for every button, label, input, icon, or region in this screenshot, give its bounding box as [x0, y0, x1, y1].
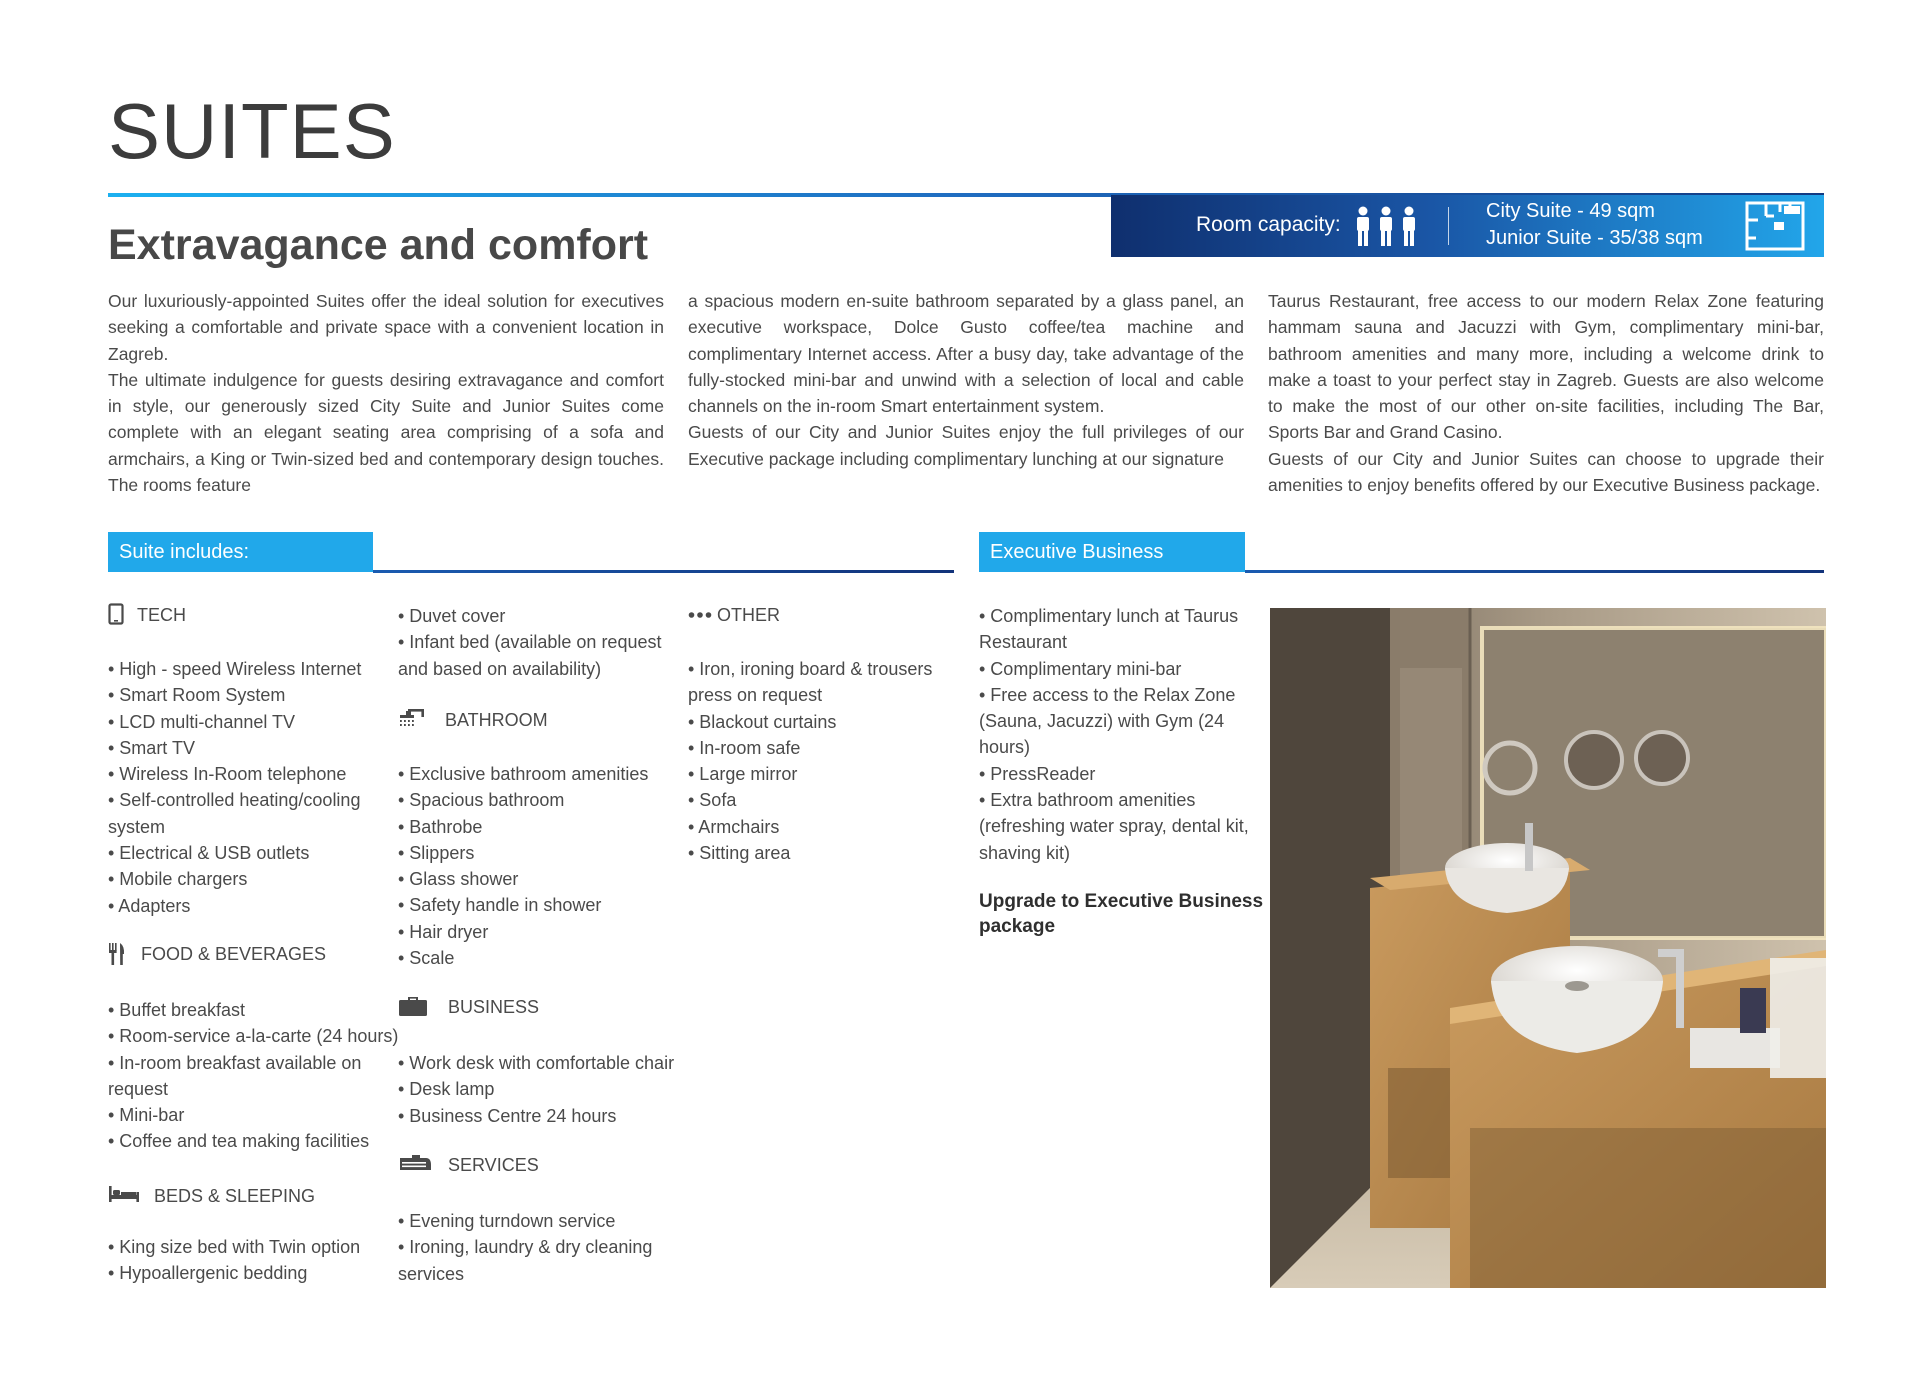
category-business: [398, 995, 658, 1021]
category-services: [398, 1153, 658, 1179]
list-item: request: [108, 1078, 169, 1099]
list-item: • Smart TV: [108, 737, 195, 758]
list-item: • PressReader: [979, 763, 1096, 784]
intro-paragraph: Guests of our City and Junior Suites enjoy the full privileges of our Executive package including complimentary lunching at our signature: [688, 422, 1244, 469]
upgrade-line: Upgrade to Executive Business: [979, 891, 1264, 912]
category-title: BATHROOM: [445, 710, 548, 730]
list-item: (Sauna, Jacuzzi) with Gym (24: [979, 711, 1225, 732]
shower-icon: [398, 708, 426, 728]
list-item: • Ironing, laundry & dry cleaning: [398, 1237, 653, 1258]
list-item: • Mini-bar: [108, 1105, 185, 1126]
intro-column-2: [688, 288, 1244, 472]
page-subtitle: Extravagance and comfort: [108, 221, 649, 269]
list-item: • Slippers: [398, 842, 475, 863]
bed-icon: [108, 1184, 140, 1204]
tablet-icon: [108, 603, 124, 625]
three-people-icon: [1353, 204, 1419, 248]
list-item: • Self-controlled heating/cooling: [108, 790, 361, 811]
list-item: • Business Centre 24 hours: [398, 1105, 617, 1126]
room-capacity-bar: [1111, 195, 1824, 257]
room-capacity-label: Room capacity:: [1196, 213, 1341, 236]
list-item: (refreshing water spray, dental kit,: [979, 816, 1249, 837]
category-title: BEDS & SLEEPING: [154, 1186, 316, 1206]
intro-column-3: [1268, 288, 1824, 498]
list-item: • Iron, ironing board & trousers: [688, 659, 933, 679]
floorplan-icon: [1744, 200, 1806, 252]
services-items: [398, 1208, 652, 1287]
list-item: • Desk lamp: [398, 1079, 495, 1100]
iron-icon: [398, 1153, 432, 1173]
list-item: • Scale: [398, 948, 455, 969]
list-item: • Glass shower: [398, 869, 519, 890]
list-item: • Coffee and tea making facilities: [108, 1131, 370, 1152]
business-items: [398, 1050, 674, 1129]
list-item: • Mobile chargers: [108, 869, 248, 890]
list-item: Restaurant: [979, 632, 1068, 653]
food-items: [108, 997, 398, 1155]
list-item: • Work desk with comfortable chair: [398, 1053, 675, 1073]
category-title: FOOD & BEVERAGES: [141, 944, 327, 964]
category-title: TECH: [137, 605, 186, 625]
executive-amenities-list: [979, 603, 1249, 866]
executive-amenities-divider: [1245, 570, 1824, 573]
list-item: • Infant bed (available on request: [398, 632, 662, 653]
list-item: services: [398, 1263, 465, 1284]
intro-paragraph: The ultimate indulgence for guests desiring extravagance and comfort in style, our generously sized City Suite and Junior Suites come complete with an elegant seating area comprising of a sofa and armchairs, a King or Twin-sized bed and contemporary design touches. The rooms feature: [108, 369, 664, 496]
list-item: • Duvet cover: [398, 606, 506, 626]
bathroom-photo: [1270, 608, 1826, 1288]
page-title: SUITES: [108, 87, 396, 175]
list-item: • Evening turndown service: [398, 1211, 616, 1231]
suite-includes-heading: Suite includes:: [108, 532, 373, 572]
list-item: • Free access to the Relax Zone: [979, 684, 1236, 705]
upgrade-link[interactable]: [979, 890, 1263, 939]
list-item: • Extra bathroom amenities: [979, 790, 1196, 811]
intro-paragraph: Taurus Restaurant, free access to our modern Relax Zone featuring hammam sauna and Jacuzzi with Gym, complimentary mini-bar, bathroom amenities and many more, including a welcome drink to make a toast to your perfect stay in Zagreb. Guests are also welcome to make the most of our other on-site facilities, including The Bar, Sports Bar and Grand Casino.: [1268, 291, 1824, 443]
category-other: [688, 603, 948, 629]
list-item: • Large mirror: [688, 764, 798, 785]
list-item: • Buffet breakfast: [108, 1000, 246, 1020]
list-item: • Complimentary mini-bar: [979, 658, 1182, 679]
category-title: BUSINESS: [448, 997, 540, 1017]
upgrade-line: package: [979, 915, 1056, 937]
list-item: and based on availability): [398, 658, 602, 679]
list-item: • In-room safe: [688, 737, 801, 758]
briefcase-icon: [398, 995, 428, 1017]
junior-suite-size: Junior Suite - 35/38 sqm: [1486, 227, 1703, 249]
list-item: • Complimentary lunch at Taurus: [979, 606, 1239, 626]
list-item: shaving kit): [979, 842, 1071, 863]
beds-items-continued: [398, 603, 661, 682]
category-food: [108, 942, 368, 968]
list-item: • Hypoallergenic bedding: [108, 1263, 308, 1284]
list-item: • Exclusive bathroom amenities: [398, 764, 649, 784]
list-item: • Adapters: [108, 895, 191, 916]
intro-paragraph: a spacious modern en-suite bathroom separated by a glass panel, an executive workspace, Dolce Gusto coffee/tea machine and complimentary Internet access. After a busy day, take advantage of the fully-stocked mini-bar and unwind with a selection of local and cable channels on the in-room Smart entertainment system.: [688, 291, 1244, 417]
bathroom-items: [398, 761, 648, 971]
list-item: • In-room breakfast available on: [108, 1052, 362, 1073]
intro-paragraph: Our luxuriously-appointed Suites offer the ideal solution for executives seeking a comfortable and private space with a convenient location in Zagreb.: [108, 291, 664, 364]
list-item: • Blackout curtains: [688, 711, 837, 732]
list-item: system: [108, 816, 166, 837]
dots-icon: [688, 603, 712, 625]
suite-includes-divider: [373, 570, 954, 573]
category-title: OTHER: [717, 605, 780, 625]
fork-knife-icon: [108, 942, 126, 966]
other-items: [688, 656, 932, 866]
category-bathroom: [398, 708, 658, 734]
beds-items: [108, 1234, 360, 1287]
list-item: • Sitting area: [688, 843, 791, 864]
intro-paragraph: Guests of our City and Junior Suites can choose to upgrade their amenities to enjoy benefits offered by our Executive Business package.: [1268, 448, 1824, 496]
city-suite-size: City Suite - 49 sqm: [1486, 200, 1655, 222]
tech-items: [108, 656, 361, 919]
intro-column-1: [108, 288, 664, 498]
list-item: • Smart Room System: [108, 685, 286, 706]
capacity-divider: [1448, 207, 1449, 245]
list-item: • Armchairs: [688, 816, 780, 837]
list-item: • Electrical & USB outlets: [108, 843, 310, 864]
category-beds: [108, 1184, 368, 1210]
list-item: • LCD multi-channel TV: [108, 711, 296, 732]
list-item: • Safety handle in shower: [398, 895, 602, 916]
list-item: • Wireless In-Room telephone: [108, 764, 347, 785]
executive-amenities-heading: Executive Business Amenities:: [979, 532, 1245, 572]
list-item: • Hair dryer: [398, 921, 489, 942]
list-item: • King size bed with Twin option: [108, 1237, 361, 1257]
list-item: • Spacious bathroom: [398, 790, 565, 811]
list-item: • Room-service a-la-carte (24 hours): [108, 1026, 399, 1047]
list-item: press on request: [688, 685, 823, 706]
list-item: • Bathrobe: [398, 816, 483, 837]
category-title: SERVICES: [448, 1155, 539, 1175]
category-tech: [108, 603, 368, 629]
list-item: • Sofa: [688, 790, 737, 811]
list-item: hours): [979, 737, 1031, 758]
list-item: • High - speed Wireless Internet: [108, 659, 362, 679]
